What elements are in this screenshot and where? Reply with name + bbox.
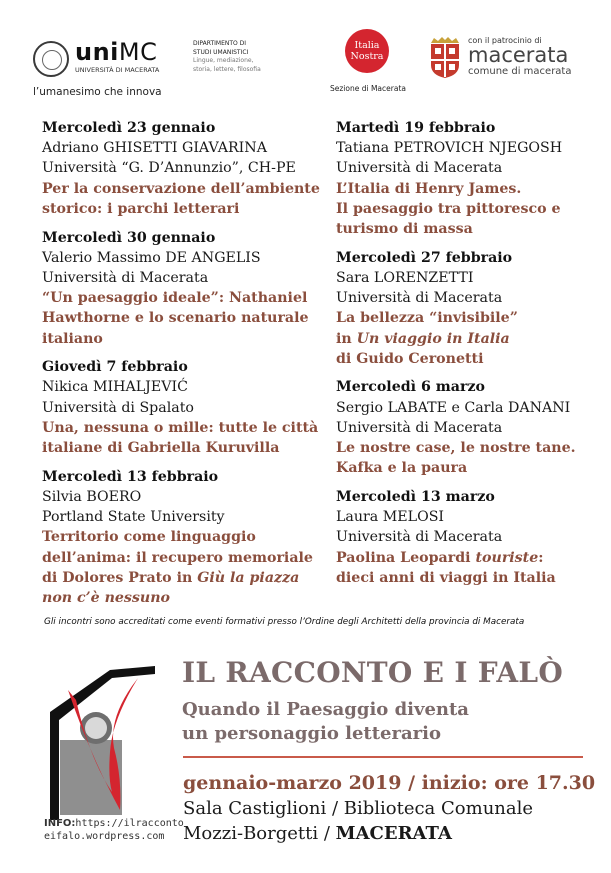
event-affiliation: Università di Spalato (42, 399, 194, 416)
event-subtitle: Quando il Paesaggio diventa un personaggio letterario (182, 699, 469, 744)
events-right-column (336, 118, 596, 596)
event-date: Giovedì 7 febbraio (42, 359, 188, 376)
unimc-tagline: l’umanesimo che innova (33, 86, 162, 98)
event-30-gennaio (42, 228, 327, 349)
event-artwork-icon (50, 660, 160, 820)
event-date: Mercoledì 30 gennaio (42, 229, 216, 246)
event-23-gennaio (42, 118, 327, 219)
event-topic: Una, nessuna o mille: tutte le città italiane di Gabriella Kuruvilla (42, 419, 319, 457)
info-link[interactable]: INFO:https://ilracconto eifalo.wordpress.com (44, 818, 184, 842)
event-topic: Le nostre case, le nostre tane. Kafka e la paura (336, 440, 576, 477)
dipartimento-logo: DIPARTIMENTO DI STUDI UMANISTICI Lingue, mediazione, storia, lettere, filosofia (193, 40, 261, 73)
event-speaker: Sara LORENZETTI (336, 269, 474, 286)
event-19-febbraio (336, 118, 596, 239)
event-speaker: Valerio Massimo DE ANGELIS (42, 249, 261, 266)
event-27-febbraio (336, 248, 596, 369)
event-speaker: Nikica MIHALJEVIĆ (42, 379, 188, 396)
event-date: Martedì 19 febbraio (336, 120, 496, 136)
event-schedule: gennaio-marzo 2019 / inizio: ore 17.30 (183, 772, 596, 794)
event-topic: Territorio come linguaggio dell’anima: il recupero memoriale di Dolores Prato in Giù la piazza non c’è nessuno (42, 529, 313, 606)
event-date: Mercoledì 13 marzo (336, 488, 495, 505)
event-affiliation: Università “G. D’Annunzio”, CH-PE (42, 160, 296, 177)
event-venue: Sala Castiglioni / Biblioteca Comunale (183, 798, 534, 819)
event-topic: La bellezza “invisibile” in Un viaggio in Italia di Guido Ceronetti (336, 310, 518, 367)
patrocinio-logo: con il patrocinio di macerata comune di macerata (468, 36, 572, 77)
event-topic: Paolina Leopardi touriste: dieci anni di viaggi in Italia (336, 549, 556, 586)
event-13-marzo (336, 487, 596, 588)
divider (183, 756, 583, 758)
event-title: IL RACCONTO E I FALÒ (182, 656, 564, 689)
event-speaker: Sergio LABATE e Carla DANANI (336, 399, 571, 416)
event-affiliation: Università di Macerata (336, 419, 503, 436)
event-date: Mercoledì 27 febbraio (336, 249, 513, 266)
event-affiliation: Università di Macerata (336, 160, 503, 177)
events-left-column (42, 118, 327, 617)
event-speaker: Laura MELOSI (336, 509, 445, 526)
event-6-marzo (336, 377, 596, 478)
event-speaker: Adriano GHISETTI GIAVARINA (42, 140, 267, 157)
event-topic: “Un paesaggio ideale”: Nathaniel Hawthorne e lo scenario naturale italiano (42, 290, 309, 347)
event-date: Mercoledì 6 marzo (336, 379, 485, 396)
unimc-subtitle: UNIVERSITÀ DI MACERATA (75, 66, 160, 74)
event-13-febbraio (42, 467, 327, 608)
event-7-febbraio (42, 357, 327, 458)
unimc-seal-logo (33, 41, 69, 77)
event-date: Mercoledì 23 gennaio (42, 120, 216, 136)
event-date: Mercoledì 13 febbraio (42, 468, 219, 485)
unimc-logo-text: uniMC (75, 38, 158, 66)
event-city: Mozzi-Borgetti / MACERATA (183, 823, 452, 844)
accreditation-note: Gli incontri sono accreditati come eventi formativi presso l’Ordine degli Architetti della provincia di Macerata (44, 617, 525, 627)
event-topic: L’Italia di Henry James. Il paesaggio tra pittoresco e turismo di massa (336, 180, 561, 238)
event-speaker: Tatiana PETROVICH NJEGOSH (336, 140, 563, 157)
event-affiliation: Università di Macerata (336, 290, 503, 307)
event-speaker: Silvia BOERO (42, 488, 142, 505)
event-affiliation: Università di Macerata (42, 269, 209, 286)
event-affiliation: Portland State University (42, 509, 225, 526)
italia-nostra-sezione: Sezione di Macerata (330, 84, 406, 93)
event-affiliation: Università di Macerata (336, 529, 503, 546)
italia-nostra-logo: Italia Nostra (345, 29, 389, 73)
event-topic: Per la conservazione dell’ambiente storico: i parchi letterari (42, 180, 320, 217)
macerata-crest-icon (428, 35, 462, 79)
